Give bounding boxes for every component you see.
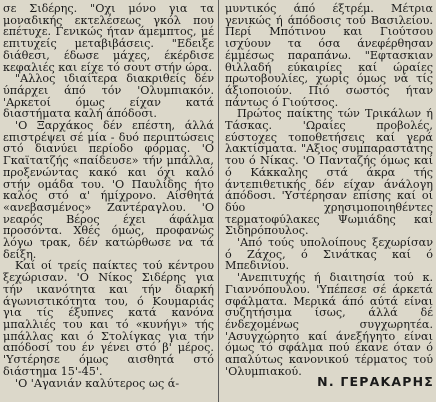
paragraph: 'Ο Ξαρχάκος δέν επέστη, άλλά επιστρέψει σέ μία - δυό περιπτώσεις στό διανύει περίοδο φόρμας. 'Ο Γκαϊτατζής «παίδευσε» τήν μπάλλα, προξενώντας κακό και όχι καλό στήν ομάδα του. 'Ο Παυλίδης ήτο καλός στό α' ήμίχρονο. Αίσθητά «ανεβασμένος» Ζαντέραγλου. 'Ο νεαρός Βέρος έχει άφάλμα προσόντα. Χθές όμως, προφανώς λόγω τρακ, δέν κατώρθωσε να τά δείξη. bbox=[3, 119, 214, 261]
paragraph: μυντικός άπό έξτρέμ. Μέτρια γενικώς ή άπόδοσις τού Βασιλείου. Περί Μπότινου και Γιούτσου ισχύουν τα όσα άνεφέρθησαν έμμέσως παραπάνω. "Εφτασκιαν θιλλαδή εύκαιρίες καί ώραίες πρωτοβουλίες, χωρίς όμως νά τίς άξιοποιούν. Πιό σωστός ήταν πάντως ό Γιούτσος. bbox=[225, 2, 433, 109]
column-divider bbox=[218, 0, 219, 402]
paragraph: 'Ανεπιτυχής ή διαιτησία τού κ. Γιαννόπουλου. 'Υπέπεσε σέ άρκετά σφάλματα. Μερικά άπό αύτά είναι συζητήσιμα ίσως, άλλά δέ ένδεχομένως συγχωρητέα. 'Ασυγχώρητο καί άνεξήγητο είναι όμως τό σφάλμα πού έκανε όταν ό απαλύτως κανονικού τέρματος τού 'Ολυμπιακού. bbox=[225, 271, 433, 378]
left-column bbox=[3, 3, 214, 389]
paragraph: Καί οί τρείς παίκτες τού κέντρου ξεχώρισαν. 'Ο Νίκος Σιδέρης για τήν ικανότητα και τήν διαρκή άγωνιστικότητα του, ό Κουμαριάς για τίς έξυπνες κατά κανόνα μπαλλιές του και τό «κυνήγι» τής μπάλλας και ό Στολίγκας για τήν απόδοσί του έν γένει στό β' μέρος. 'Υστέρησε όμως αισθητά στό διάστημα 15'-45'. bbox=[3, 259, 214, 378]
paragraph: 'Από τούς υπολοίπους ξεχωρίσαν ό Ζάχος, ό Σινάτκας καί ό Μπεδινίου. bbox=[225, 236, 433, 273]
paragraph: "Αλλος ιδιαίτερα διακριθείς δέν ύπάρχει άπό τόν 'Ολυμπιακόν. 'Αρκετοί όμως είχαν κατά διαστήματα καλή άπόδοσι. bbox=[3, 72, 214, 121]
paragraph: σε Σιδέρης. "Οχι μόνο για τα μοναδικής εκτελέσεως γκόλ που επέτυχε. Γενικώς ήταν άμεμπτος, μέ επιτυχείς μεταβιβάσεις. "Εδειξε διάθεσι, έδωσε μάχες, έκέρδισε κεφαλιές και είχε τό σουτ στήν ώρα. bbox=[3, 2, 214, 74]
paragraph: 'Ο 'Αγανιάν καλύτερος ως ά- bbox=[15, 376, 180, 390]
right-column bbox=[225, 3, 433, 378]
paragraph: Πρώτος παίκτης τών Τρικάλων ή Τάσκας. 'Ωραίες προβολές, εύστοχες τοποθετήσεις καί γερά λακτίσματα. "Αξιος συμπαραστάτης του ό Νίκας. 'Ο Πανταζής όμως καί ό Κάκκαλης στά άκρα τής άντεπιθετικής δέν είχαν άνάλογη άπόδοσι. 'Υστέρησαν επίσης καί οί δύο χρησιμοποιηθέντες τερματοφύλακες Ψωμιάδης καί Σιδηρόπουλος. bbox=[225, 107, 433, 238]
author-signature: Ν. ΓΕΡΑΚΑΡΗΣ bbox=[317, 374, 434, 389]
